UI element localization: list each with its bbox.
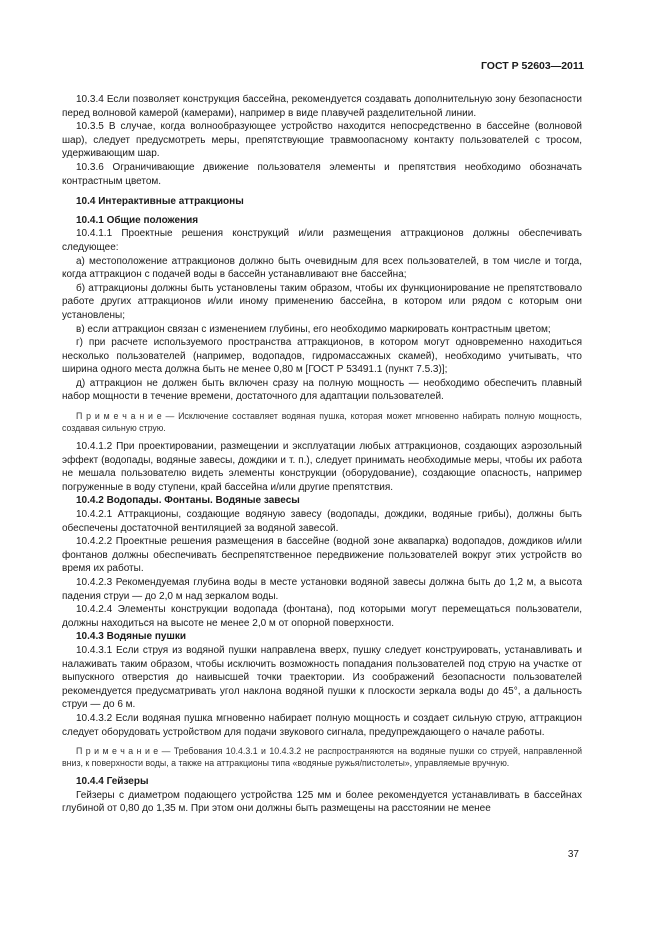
document-header: ГОСТ Р 52603—2011 bbox=[480, 60, 584, 72]
paragraph: 10.4.1.2 При проектировании, размещении и эксплуатации любых аттракционов, создающих аэрозольный эффект (водопады, водяные завесы, дождики и т. п.), следует принимать необходимые меры, чтобы их работа не мешала пользователю видеть элементы конструкции (оборудование), создающие опасность, например погруженные в воду ступени, край бассейна и/или другие препятствия. bbox=[62, 441, 582, 493]
subsection-heading: 10.4.4 Гейзеры bbox=[76, 776, 149, 788]
list-item: д) аттракцион не должен быть включен сразу на полную мощность — необходимо обеспечить плавный набор мощности в течение времени, достаточного для адаптации пользователей. bbox=[62, 377, 582, 403]
list-item: а) местоположение аттракционов должно быть очевидным для всех пользователей, в том числе и тогда, когда аттракцион с подачей воды в бассейн устанавливают вне бассейна; bbox=[62, 255, 582, 281]
note: П р и м е ч а н и е — Исключение составляет водяная пушка, которая может мгновенно набирать полную мощность, создавая сильную струю. bbox=[62, 411, 582, 434]
paragraph: 10.4.3.1 Если струя из водяной пушки направлена вверх, пушку следует конструировать, устанавливать и налаживать таким образом, чтобы исключить возможность попадания пользователей под струю на участке от выпускного отверстия до наивысшей точки траектории. Из соображений безопасности пользователей рекомендуется предусматривать угол наклона водяной пушки к плоскости зеркала воды до 45°, а дальность струи — до 6 м. bbox=[62, 644, 582, 711]
paragraph: Гейзеры с диаметром подающего устройства 125 мм и более рекомендуется устанавливать в бассейнах глубиной от 0,80 до 1,35 м. При этом они должны быть размещены на расстоянии не менее bbox=[62, 789, 582, 815]
subsection-heading: 10.4.2 Водопады. Фонтаны. Водяные завесы bbox=[76, 495, 300, 507]
paragraph: 10.3.5 В случае, когда волнообразующее устройство находится непосредственно в бассейне (волновой шар), следует предусмотреть меры, препятствующие травмоопасному контакту пользователей с тросом, удерживающим шар. bbox=[62, 121, 582, 160]
note: П р и м е ч а н и е — Требования 10.4.3.1 и 10.4.3.2 не распространяются на водяные пушки со струей, направленной вниз, к поверхности воды, а также на аттракционы типа «водяные ружья/пистолеты», управляемые вручную. bbox=[62, 746, 582, 769]
page-number: 37 bbox=[567, 849, 579, 860]
subsection-heading: 10.4.3 Водяные пушки bbox=[76, 631, 186, 643]
paragraph: 10.4.1.1 Проектные решения конструкций и/или размещения аттракционов должны обеспечивать следующее: bbox=[62, 228, 582, 253]
paragraph: 10.4.3.2 Если водяная пушка мгновенно набирает полную мощность и создает сильную струю, аттракцион следует оборудовать устройством для подачи звукового сигнала, предупреждающего о начале работы. bbox=[62, 712, 582, 738]
paragraph: 10.4.2.3 Рекомендуемая глубина воды в месте установки водяной завесы должна быть до 1,2 м, а высота падения струи — до 2,0 м над зеркалом воды. bbox=[62, 577, 582, 602]
document-body bbox=[62, 93, 582, 816]
section-heading: 10.4 Интерактивные аттракционы bbox=[76, 196, 244, 208]
list-item: б) аттракционы должны быть установлены таким образом, чтобы их функционирование не препятствовало работе других аттракционов и/или иному применению бассейна, в котором или рядом с которым они установлены; bbox=[62, 282, 582, 321]
paragraph: 10.4.2.1 Аттракционы, создающие водяную завесу (водопады, дождики, водяные грибы), должны быть обеспечены достаточной вентиляцией за водяной завесой. bbox=[62, 509, 582, 534]
subsection-heading: 10.4.1 Общие положения bbox=[76, 214, 199, 226]
list-item: в) если аттракцион связан с изменением глубины, его необходимо маркировать контрастным цветом; bbox=[76, 323, 551, 335]
paragraph: 10.3.6 Ограничивающие движение пользователя элементы и препятствия необходимо обозначать контрастным цветом. bbox=[62, 161, 582, 187]
paragraph: 10.4.2.4 Элементы конструкции водопада (фонтана), под которыми могут перемещаться пользователи, должны находиться на высоте не менее 2,0 м от опорной поверхности. bbox=[62, 604, 582, 629]
list-item: г) при расчете используемого пространства аттракционов, в котором могут одновременно находиться несколько пользователей (например, водопадов, гидромассажных скамей), необходимо учитывать, что ширина одного места должна быть не менее 0,80 м [ГОСТ Р 53491.1 (пункт 7.5.3)]; bbox=[62, 337, 582, 376]
paragraph: 10.4.2.2 Проектные решения размещения в бассейне (водной зоне аквапарка) водопадов, дождиков и/или фонтанов должны обеспечивать беспрепятственное передвижение пользователей вокруг этих устройств во время их работы. bbox=[62, 536, 582, 575]
paragraph: 10.3.4 Если позволяет конструкция бассейна, рекомендуется создавать дополнительную зону безопасности перед волновой камерой (камерами), например в виде плавучей разделительной линии. bbox=[62, 94, 582, 119]
